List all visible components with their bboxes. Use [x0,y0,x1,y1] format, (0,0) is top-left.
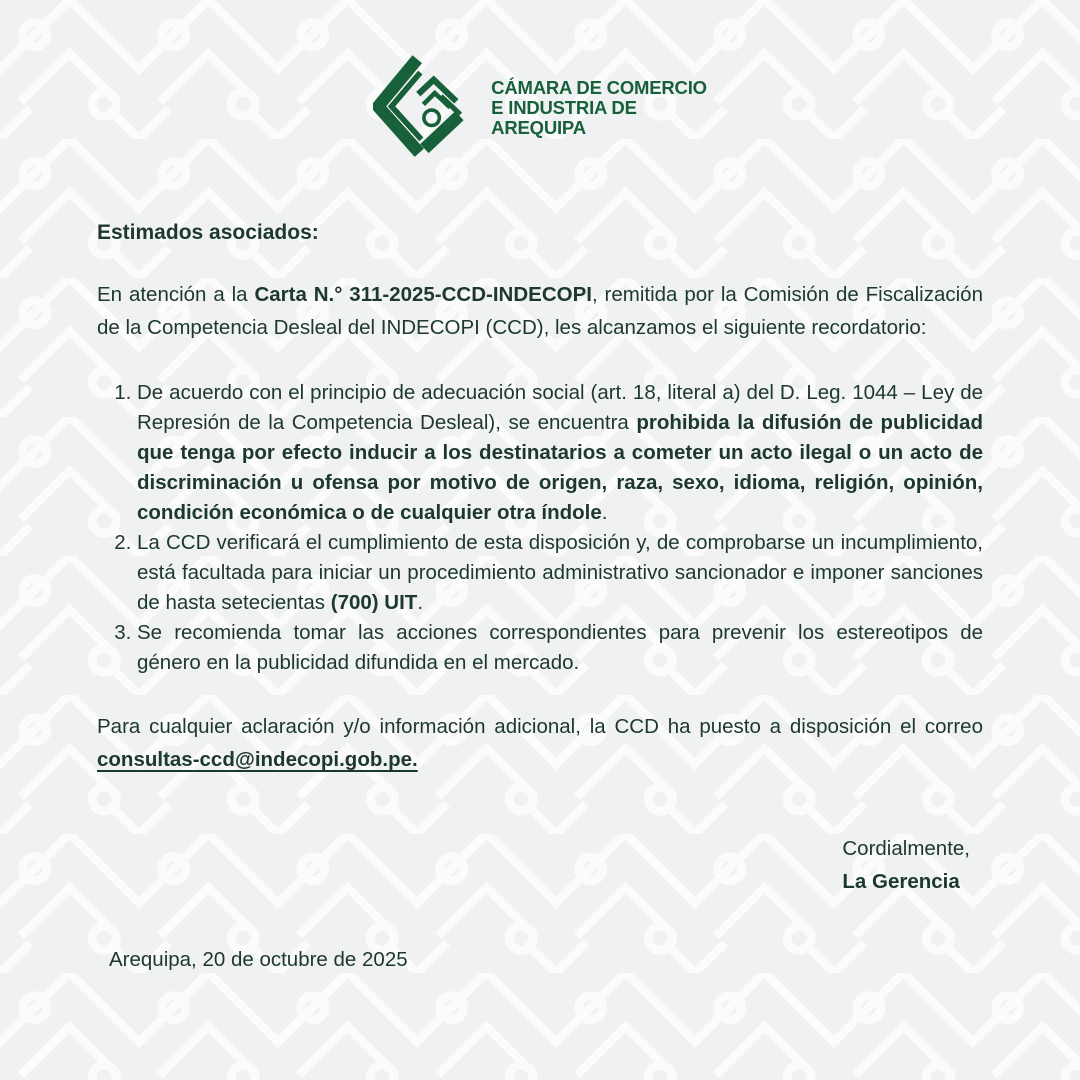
org-name-line-3: AREQUIPA [491,117,586,138]
org-name-line-2: E INDUSTRIA DE [491,97,637,118]
ccia-logo-icon [373,54,481,162]
list-item-1 [137,378,983,528]
dateline: Arequipa, 20 de octubre de 2025 [109,948,408,971]
item3-text: Se recomienda tomar las acciones correspondientes para prevenir los estereotipos de género en la publicidad difundida en el mercado. [137,621,983,674]
item1-text-end: . [601,501,608,524]
signoff-block [842,832,970,898]
logo [97,54,983,162]
letter-content [0,54,1080,972]
item1-bold-text: prohibida la difusión de publicidad que tenga por efecto inducir a los destinatarios a cometer un acto ilegal o un acto de discriminación u ofensa por motivo de origen, raza, sexo, idioma, religión, opinión, condición económica o de cualquier otra índole [137,411,983,524]
item2-bold-text: (700) UIT [330,591,418,614]
intro-text-pre: En atención a la [97,283,255,306]
contact-text: Para cualquier aclaración y/o información adicional, la CCD ha puesto a disposición el correo [97,715,983,738]
org-name-line-1: CÁMARA DE COMERCIO [491,77,707,98]
list-item-3 [137,618,983,678]
intro-text-post: , remitida por la Comisión de Fiscalización de la Competencia Desleal del INDECOPI (CCD), les alcanzamos el siguiente recordatorio: [97,283,983,339]
item2-text: La CCD verificará el cumplimiento de esta disposición y, de comprobarse un incumplimiento, está facultada para iniciar un procedimiento administrativo sancionador e imponer sanciones de hasta setecientas [137,531,983,614]
list-item-2 [137,528,983,618]
item1-text: De acuerdo con el principio de adecuación social (art. 18, literal a) del D. Leg. 1044 – Ley de Represión de la Competencia Desleal), se encuentra [137,381,983,434]
signer-name: La Gerencia [842,870,960,893]
email-link[interactable]: consultas-ccd@indecopi.gob.pe. [97,748,418,771]
contact-paragraph [97,710,983,776]
closing-line: Cordialmente, [842,837,970,860]
org-name [491,78,707,138]
reminder-list [97,378,983,678]
item2-text-end: . [417,591,424,614]
carta-reference: Carta N.° 311-2025-CCD-INDECOPI [254,283,592,306]
salutation: Estimados asociados: [97,221,319,244]
intro-paragraph [97,278,983,344]
